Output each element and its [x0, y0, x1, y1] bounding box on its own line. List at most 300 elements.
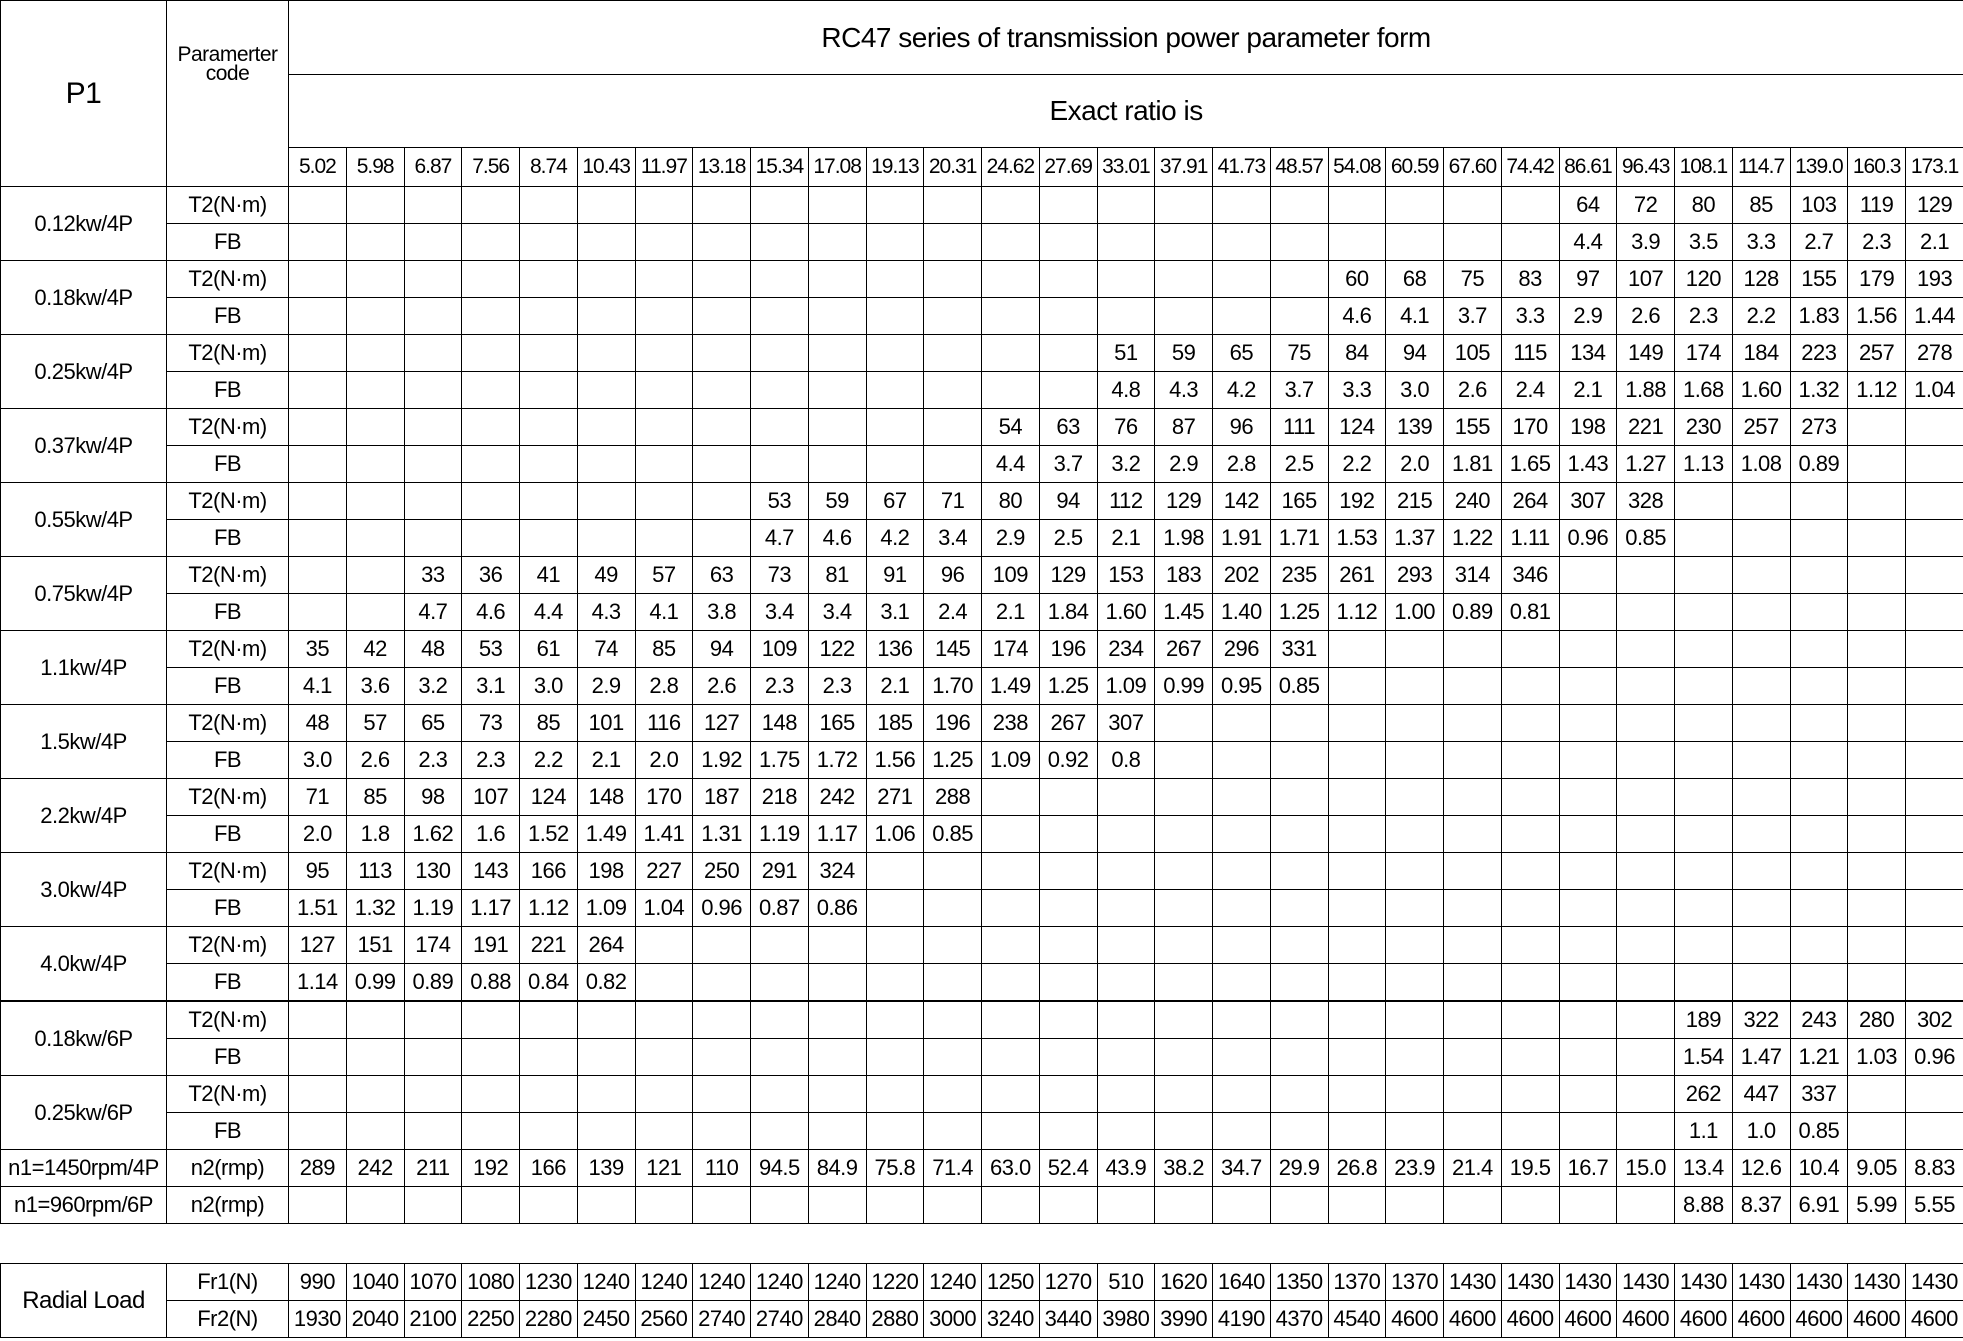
- fr1-cell: 1430: [1617, 1264, 1675, 1301]
- torque-cell: [1790, 557, 1848, 594]
- service-factor-cell: 1.25: [924, 742, 982, 779]
- torque-cell: 307: [1097, 705, 1155, 742]
- service-factor-cell: [1328, 890, 1386, 927]
- code-label-fb: FB: [167, 890, 289, 927]
- service-factor-cell: 1.47: [1732, 1039, 1790, 1076]
- torque-cell: [924, 927, 982, 964]
- service-factor-cell: [1848, 1113, 1906, 1150]
- service-factor-cell: 4.2: [866, 520, 924, 557]
- speed-cell: [751, 1187, 809, 1224]
- service-factor-cell: 0.85: [1270, 668, 1328, 705]
- torque-cell: [924, 1076, 982, 1113]
- torque-cell: 134: [1559, 335, 1617, 372]
- torque-cell: 57: [635, 557, 693, 594]
- speed-cell: 9.05: [1848, 1150, 1906, 1187]
- torque-cell: [1444, 1001, 1502, 1039]
- power-label: 0.12kw/4P: [1, 187, 167, 261]
- torque-cell: 67: [866, 483, 924, 520]
- fr2-cell: 2100: [404, 1301, 462, 1338]
- service-factor-cell: [1848, 890, 1906, 927]
- service-factor-cell: [693, 224, 751, 261]
- service-factor-cell: [635, 1039, 693, 1076]
- torque-cell: 35: [289, 631, 347, 668]
- fr1-cell: 990: [289, 1264, 347, 1301]
- torque-cell: [462, 483, 520, 520]
- torque-cell: 202: [1213, 557, 1271, 594]
- torque-cell: [751, 187, 809, 224]
- torque-cell: 73: [462, 705, 520, 742]
- speed-cell: 8.88: [1675, 1187, 1733, 1224]
- fr1-cell: 1640: [1213, 1264, 1271, 1301]
- output-speed-row: [1, 1150, 1963, 1187]
- service-factor-cell: [1444, 816, 1502, 853]
- torque-cell: 54: [982, 409, 1040, 446]
- torque-cell: [1617, 927, 1675, 964]
- torque-cell: [1617, 853, 1675, 890]
- torque-cell: [693, 1001, 751, 1039]
- torque-cell: 218: [751, 779, 809, 816]
- ratio-header-cell: 17.08: [808, 148, 866, 187]
- service-factor-cell: [404, 520, 462, 557]
- service-factor-row: [1, 1113, 1963, 1150]
- service-factor-cell: [1097, 964, 1155, 1002]
- service-factor-cell: [577, 446, 635, 483]
- service-factor-cell: 4.7: [404, 594, 462, 631]
- torque-cell: 174: [1675, 335, 1733, 372]
- service-factor-cell: 1.91: [1213, 520, 1271, 557]
- service-factor-cell: 1.88: [1617, 372, 1675, 409]
- service-factor-cell: [1501, 890, 1559, 927]
- torque-cell: [1906, 853, 1963, 890]
- torque-cell: [751, 261, 809, 298]
- service-factor-cell: 2.3: [808, 668, 866, 705]
- service-factor-cell: 1.22: [1444, 520, 1502, 557]
- speed-cell: [346, 1187, 404, 1224]
- service-factor-cell: 2.3: [1675, 298, 1733, 335]
- torque-cell: [1270, 779, 1328, 816]
- service-factor-cell: 2.3: [751, 668, 809, 705]
- service-factor-cell: 2.3: [404, 742, 462, 779]
- torque-cell: 109: [751, 631, 809, 668]
- speed-cell: [866, 1187, 924, 1224]
- service-factor-cell: [1270, 224, 1328, 261]
- torque-cell: 196: [1039, 631, 1097, 668]
- service-factor-cell: 2.2: [520, 742, 578, 779]
- torque-cell: [1213, 187, 1271, 224]
- service-factor-cell: [1097, 1039, 1155, 1076]
- fr2-cell: 4540: [1328, 1301, 1386, 1338]
- torque-cell: [1386, 631, 1444, 668]
- service-factor-cell: [693, 298, 751, 335]
- torque-cell: [1906, 409, 1963, 446]
- torque-cell: 36: [462, 557, 520, 594]
- service-factor-row: [1, 372, 1963, 409]
- torque-cell: 223: [1790, 335, 1848, 372]
- service-factor-cell: [1213, 224, 1271, 261]
- torque-cell: 122: [808, 631, 866, 668]
- torque-cell: [1675, 557, 1733, 594]
- torque-cell: [1848, 483, 1906, 520]
- torque-row: [1, 483, 1963, 520]
- torque-cell: [1097, 927, 1155, 964]
- service-factor-cell: 3.1: [462, 668, 520, 705]
- torque-cell: 97: [1559, 261, 1617, 298]
- torque-cell: 170: [635, 779, 693, 816]
- service-factor-cell: [1039, 1039, 1097, 1076]
- torque-cell: [1732, 927, 1790, 964]
- torque-cell: [866, 335, 924, 372]
- service-factor-cell: [1386, 964, 1444, 1002]
- torque-cell: 328: [1617, 483, 1675, 520]
- service-factor-cell: 4.1: [1386, 298, 1444, 335]
- service-factor-cell: [1444, 1113, 1502, 1150]
- service-factor-cell: [1213, 816, 1271, 853]
- torque-cell: 278: [1906, 335, 1963, 372]
- service-factor-cell: 0.86: [808, 890, 866, 927]
- service-factor-cell: 1.0: [1732, 1113, 1790, 1150]
- torque-cell: [1559, 557, 1617, 594]
- torque-cell: 165: [1270, 483, 1328, 520]
- torque-cell: 324: [808, 853, 866, 890]
- torque-cell: 41: [520, 557, 578, 594]
- service-factor-cell: 1.51: [289, 890, 347, 927]
- torque-cell: 302: [1906, 1001, 1963, 1039]
- torque-cell: [1848, 1076, 1906, 1113]
- service-factor-cell: 1.75: [751, 742, 809, 779]
- service-factor-cell: [982, 890, 1040, 927]
- torque-cell: 71: [924, 483, 982, 520]
- torque-cell: [1501, 927, 1559, 964]
- fr2-cell: 2740: [693, 1301, 751, 1338]
- ratio-header-cell: 54.08: [1328, 148, 1386, 187]
- service-factor-cell: 3.9: [1617, 224, 1675, 261]
- power-label: 0.25kw/4P: [1, 335, 167, 409]
- service-factor-cell: [1270, 298, 1328, 335]
- torque-cell: 174: [982, 631, 1040, 668]
- torque-cell: 71: [289, 779, 347, 816]
- torque-cell: [1906, 483, 1963, 520]
- service-factor-cell: [1559, 890, 1617, 927]
- torque-cell: [1270, 187, 1328, 224]
- torque-cell: [462, 409, 520, 446]
- torque-cell: [1617, 631, 1675, 668]
- torque-cell: [1155, 927, 1213, 964]
- service-factor-cell: [1906, 890, 1963, 927]
- torque-cell: 87: [1155, 409, 1213, 446]
- service-factor-cell: 3.2: [1097, 446, 1155, 483]
- torque-cell: 227: [635, 853, 693, 890]
- torque-cell: [346, 483, 404, 520]
- service-factor-cell: [577, 1113, 635, 1150]
- ratio-header-cell: 60.59: [1386, 148, 1444, 187]
- service-factor-cell: [404, 372, 462, 409]
- torque-cell: [1559, 853, 1617, 890]
- torque-cell: [289, 335, 347, 372]
- service-factor-cell: 2.0: [635, 742, 693, 779]
- speed-cell: 84.9: [808, 1150, 866, 1187]
- ratio-header-cell: 24.62: [982, 148, 1040, 187]
- torque-cell: [693, 927, 751, 964]
- service-factor-cell: 2.6: [1444, 372, 1502, 409]
- torque-row: [1, 853, 1963, 890]
- service-factor-cell: [462, 1113, 520, 1150]
- torque-cell: [1213, 853, 1271, 890]
- torque-cell: [1732, 483, 1790, 520]
- service-factor-row: [1, 298, 1963, 335]
- service-factor-cell: [520, 372, 578, 409]
- power-label: 0.55kw/4P: [1, 483, 167, 557]
- fr1-cell: 1240: [577, 1264, 635, 1301]
- service-factor-cell: 2.5: [1270, 446, 1328, 483]
- torque-cell: 198: [1559, 409, 1617, 446]
- torque-cell: [346, 409, 404, 446]
- service-factor-cell: [808, 372, 866, 409]
- fr1-cell: 1430: [1559, 1264, 1617, 1301]
- torque-cell: [866, 187, 924, 224]
- service-factor-cell: [404, 1113, 462, 1150]
- service-factor-cell: [346, 298, 404, 335]
- speed-label: n1=1450rpm/4P: [1, 1150, 167, 1187]
- code-label-t2: T2(N·m): [167, 1001, 289, 1039]
- torque-cell: [577, 335, 635, 372]
- service-factor-cell: 1.25: [1039, 668, 1097, 705]
- torque-cell: 116: [635, 705, 693, 742]
- torque-cell: 129: [1039, 557, 1097, 594]
- torque-cell: [577, 483, 635, 520]
- service-factor-cell: 0.89: [1444, 594, 1502, 631]
- torque-cell: [982, 853, 1040, 890]
- torque-cell: [1444, 853, 1502, 890]
- torque-cell: [346, 261, 404, 298]
- service-factor-cell: [1848, 668, 1906, 705]
- fr2-cell: 4600: [1675, 1301, 1733, 1338]
- service-factor-cell: 1.70: [924, 668, 982, 705]
- service-factor-cell: 4.6: [808, 520, 866, 557]
- service-factor-cell: [1444, 742, 1502, 779]
- service-factor-cell: [1444, 224, 1502, 261]
- power-label: 3.0kw/4P: [1, 853, 167, 927]
- torque-cell: [1039, 1076, 1097, 1113]
- torque-cell: 145: [924, 631, 982, 668]
- service-factor-cell: [1155, 890, 1213, 927]
- service-factor-cell: [1675, 668, 1733, 705]
- service-factor-cell: 2.3: [462, 742, 520, 779]
- torque-cell: 191: [462, 927, 520, 964]
- service-factor-cell: [1444, 964, 1502, 1002]
- torque-cell: [1155, 779, 1213, 816]
- service-factor-cell: 3.0: [520, 668, 578, 705]
- torque-cell: [1444, 1076, 1502, 1113]
- speed-cell: [1444, 1187, 1502, 1224]
- speed-cell: [289, 1187, 347, 1224]
- torque-cell: [982, 779, 1040, 816]
- service-factor-cell: [289, 224, 347, 261]
- service-factor-cell: [751, 298, 809, 335]
- fr2-cell: 2250: [462, 1301, 520, 1338]
- service-factor-cell: 2.9: [577, 668, 635, 705]
- speed-cell: 16.7: [1559, 1150, 1617, 1187]
- ratio-header-cell: 41.73: [1213, 148, 1271, 187]
- torque-cell: 65: [404, 705, 462, 742]
- service-factor-cell: 4.8: [1097, 372, 1155, 409]
- torque-cell: [693, 409, 751, 446]
- torque-cell: [1906, 927, 1963, 964]
- torque-cell: [808, 335, 866, 372]
- service-factor-cell: [924, 446, 982, 483]
- service-factor-cell: [1501, 742, 1559, 779]
- service-factor-cell: [635, 298, 693, 335]
- ratio-header-cell: 20.31: [924, 148, 982, 187]
- service-factor-cell: 0.8: [1097, 742, 1155, 779]
- torque-row: [1, 705, 1963, 742]
- code-label-fb: FB: [167, 520, 289, 557]
- torque-cell: [404, 187, 462, 224]
- torque-cell: 65: [1213, 335, 1271, 372]
- service-factor-cell: [1617, 964, 1675, 1002]
- speed-cell: [1617, 1187, 1675, 1224]
- torque-cell: [693, 187, 751, 224]
- service-factor-cell: [520, 298, 578, 335]
- service-factor-cell: 1.56: [1848, 298, 1906, 335]
- speed-cell: 52.4: [1039, 1150, 1097, 1187]
- torque-cell: 143: [462, 853, 520, 890]
- service-factor-cell: [1848, 816, 1906, 853]
- torque-cell: [346, 1076, 404, 1113]
- service-factor-cell: [1501, 1113, 1559, 1150]
- torque-cell: 185: [866, 705, 924, 742]
- service-factor-cell: [1444, 1039, 1502, 1076]
- service-factor-cell: 1.8: [346, 816, 404, 853]
- code-label-fb: FB: [167, 224, 289, 261]
- service-factor-cell: [1155, 1039, 1213, 1076]
- fr1-cell: 1370: [1386, 1264, 1444, 1301]
- ratio-header-cell: 19.13: [866, 148, 924, 187]
- torque-cell: [404, 1001, 462, 1039]
- torque-cell: [1906, 557, 1963, 594]
- service-factor-row: [1, 742, 1963, 779]
- service-factor-row: [1, 668, 1963, 705]
- service-factor-cell: [1617, 1113, 1675, 1150]
- torque-cell: [1328, 927, 1386, 964]
- service-factor-cell: [1328, 816, 1386, 853]
- service-factor-cell: [693, 520, 751, 557]
- torque-cell: [1790, 779, 1848, 816]
- service-factor-cell: 1.54: [1675, 1039, 1733, 1076]
- torque-cell: [1559, 927, 1617, 964]
- fr2-label: Fr2(N): [167, 1301, 289, 1338]
- service-factor-cell: [1732, 816, 1790, 853]
- speed-cell: 6.91: [1790, 1187, 1848, 1224]
- torque-cell: 95: [289, 853, 347, 890]
- speed-cell: 10.4: [1790, 1150, 1848, 1187]
- service-factor-cell: [1559, 742, 1617, 779]
- service-factor-cell: [924, 372, 982, 409]
- service-factor-cell: 1.6: [462, 816, 520, 853]
- torque-cell: [577, 409, 635, 446]
- service-factor-cell: [808, 964, 866, 1002]
- service-factor-cell: [693, 1039, 751, 1076]
- service-factor-cell: 2.6: [346, 742, 404, 779]
- torque-cell: 238: [982, 705, 1040, 742]
- fr1-cell: 1240: [924, 1264, 982, 1301]
- service-factor-cell: [1097, 1113, 1155, 1150]
- service-factor-cell: [635, 446, 693, 483]
- service-factor-cell: [1848, 520, 1906, 557]
- service-factor-cell: 4.1: [289, 668, 347, 705]
- torque-cell: 91: [866, 557, 924, 594]
- service-factor-cell: 3.7: [1444, 298, 1502, 335]
- service-factor-cell: 1.40: [1213, 594, 1271, 631]
- service-factor-cell: [1213, 890, 1271, 927]
- service-factor-row: [1, 964, 1963, 1002]
- service-factor-cell: 2.0: [1386, 446, 1444, 483]
- torque-cell: 53: [462, 631, 520, 668]
- service-factor-cell: 1.98: [1155, 520, 1213, 557]
- torque-cell: 280: [1848, 1001, 1906, 1039]
- torque-cell: 322: [1732, 1001, 1790, 1039]
- service-factor-cell: [982, 1113, 1040, 1150]
- fr1-cell: 510: [1097, 1264, 1155, 1301]
- service-factor-cell: [346, 372, 404, 409]
- torque-cell: [1444, 705, 1502, 742]
- torque-cell: 81: [808, 557, 866, 594]
- torque-cell: [693, 261, 751, 298]
- torque-cell: 187: [693, 779, 751, 816]
- torque-cell: 230: [1675, 409, 1733, 446]
- service-factor-cell: [982, 816, 1040, 853]
- service-factor-cell: [1559, 594, 1617, 631]
- service-factor-cell: [1386, 1039, 1444, 1076]
- fr2-cell: 2880: [866, 1301, 924, 1338]
- code-label-t2: T2(N·m): [167, 779, 289, 816]
- speed-cell: 15.0: [1617, 1150, 1675, 1187]
- fr2-cell: 3440: [1039, 1301, 1097, 1338]
- torque-cell: 250: [693, 853, 751, 890]
- torque-cell: [1732, 779, 1790, 816]
- speed-cell: 43.9: [1097, 1150, 1155, 1187]
- speed-cell: 5.99: [1848, 1187, 1906, 1224]
- torque-cell: 64: [1559, 187, 1617, 224]
- torque-cell: 261: [1328, 557, 1386, 594]
- service-factor-cell: [1155, 224, 1213, 261]
- service-factor-cell: [1675, 594, 1733, 631]
- service-factor-cell: [1617, 1039, 1675, 1076]
- torque-cell: 115: [1501, 335, 1559, 372]
- torque-cell: [520, 409, 578, 446]
- service-factor-cell: [1097, 298, 1155, 335]
- torque-cell: 129: [1906, 187, 1963, 224]
- service-factor-cell: [808, 298, 866, 335]
- service-factor-cell: [1617, 594, 1675, 631]
- torque-cell: [1790, 631, 1848, 668]
- service-factor-cell: [693, 372, 751, 409]
- service-factor-cell: [1039, 224, 1097, 261]
- service-factor-cell: [1790, 964, 1848, 1002]
- service-factor-cell: 4.3: [577, 594, 635, 631]
- service-factor-cell: [577, 520, 635, 557]
- torque-cell: [1790, 927, 1848, 964]
- service-factor-row: [1, 1039, 1963, 1076]
- fr1-cell: 1240: [693, 1264, 751, 1301]
- service-factor-cell: [982, 224, 1040, 261]
- service-factor-cell: [1790, 594, 1848, 631]
- radial-fr1-row: [1, 1264, 1963, 1301]
- torque-cell: 139: [1386, 409, 1444, 446]
- service-factor-cell: [924, 1113, 982, 1150]
- fr1-cell: 1370: [1328, 1264, 1386, 1301]
- torque-row: [1, 187, 1963, 224]
- service-factor-cell: [289, 520, 347, 557]
